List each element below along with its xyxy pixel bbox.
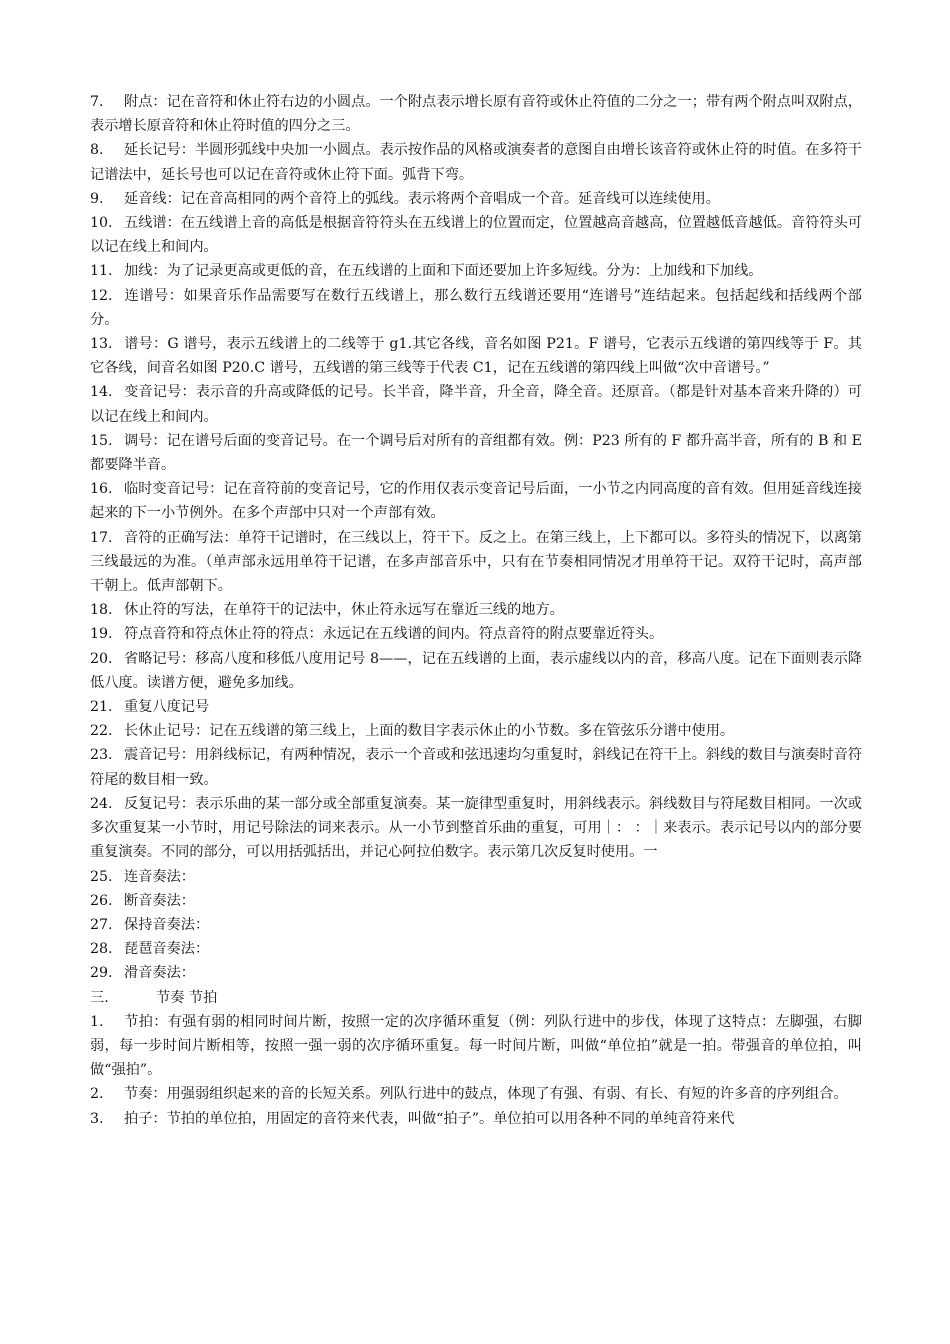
item-number: 12. (90, 287, 113, 304)
item-number: 22. (90, 723, 113, 740)
item-number: 25. (90, 868, 113, 885)
item-number: 10. (90, 215, 113, 232)
item-text: 节奏：用强弱组织起来的音的长短关系。列队行进中的鼓点，体现了有强、有弱、有长、有短的许多音的序列组合。 (124, 1086, 848, 1103)
list-item (90, 695, 862, 719)
item-text: 长休止记号：记在五线谱的第三线上，上面的数目字表示休止的小节数。多在管弦乐分谱中使用。 (124, 723, 735, 740)
item-text: 音符的正确写法：单符干记谱时，在三线以上，符干下。反之上。在第三线上，上下都可以。多符头的情况下，以离第三线最远的为准。（单声部永远用单符干记谱，在多声部音乐中，只有在节奏相同情况才用单符干记。双符干记时，高声部干朝上。低声部朝下。 (90, 529, 862, 595)
item-number: 20. (90, 650, 113, 667)
item-text: 临时变音记号：记在音符前的变音记号，它的作用仅表示变音记号后面，一小节之内同高度的音有效。但用延音线连接起来的下一小节例外。在多个声部中只对一个声部有效。 (90, 481, 862, 522)
section-heading (90, 986, 862, 1010)
list-item (90, 259, 862, 283)
list-item (90, 477, 862, 525)
list-item (90, 332, 862, 380)
item-number: 27. (90, 916, 113, 933)
item-text: 拍子：节拍的单位拍，用固定的音符来代表，叫做“拍子”。单位拍可以用各种不同的单纯音符来代 (124, 1110, 735, 1127)
item-number: 1. (90, 1013, 104, 1030)
list-item (90, 211, 862, 259)
item-number: 15. (90, 432, 113, 449)
item-text: 省略记号：移高八度和移低八度用记号 8——，记在五线谱的上面，表示虚线以内的音，移高八度。记在下面则表示降低八度。读谱方便，避免多加线。 (90, 650, 862, 691)
list-item (90, 429, 862, 477)
item-number: 2. (90, 1086, 104, 1103)
item-number: 8. (90, 142, 104, 159)
item-text: 琵琶音奏法： (124, 941, 210, 958)
item-text: 休止符的写法，在单符干的记法中，休止符永远写在靠近三线的地方。 (124, 602, 564, 619)
item-number: 19. (90, 626, 113, 643)
item-number: 11. (90, 263, 113, 280)
item-number: 9. (90, 190, 104, 207)
item-text: 延长记号：半圆形弧线中央加一小圆点。表示按作品的风格或演奏者的意图自由增长该音符或休止符的时值。在多符干记谱法中，延长号也可以记在音符或休止符下面。弧背下弯。 (90, 142, 862, 183)
item-text: 调号：记在谱号后面的变音记号。在一个调号后对所有的音组都有效。例：P23 所有的 F 都升高半音，所有的 B 和 E 都要降半音。 (90, 432, 862, 474)
list-item (90, 647, 862, 695)
item-text: 滑音奏法： (124, 965, 195, 982)
item-number: 3. (90, 1110, 104, 1127)
item-text: 变音记号：表示音的升高或降低的记号。长半音，降半音，升全音，降全音。还原音。（都是针对基本音来升降的）可以记在线上和间内。 (90, 384, 862, 425)
item-text: 延音线：记在音高相同的两个音符上的弧线。表示将两个音唱成一个音。延音线可以连续使用。 (124, 190, 720, 207)
item-text: 符点音符和符点休止符的符点：永远记在五线谱的间内。符点音符的附点要靠近符头。 (124, 626, 664, 643)
list-item (90, 865, 862, 889)
item-number: 28. (90, 941, 113, 958)
item-text: 反复记号：表示乐曲的某一部分或全部重复演奏。某一旋律型重复时，用斜线表示。斜线数目与符尾数目相同。一次或多次重复某一小节时，用记号除法的词来表示。从一小节到整首乐曲的重复，可用｜： ：｜来表示。表示记号以内的部分要重复演奏。不同的部分，可以用括弧括出，并记心阿拉伯数字。表示第几次反复时使用。一 (90, 795, 862, 861)
list-item (90, 889, 862, 913)
list-item (90, 961, 862, 985)
item-text: 连音奏法： (124, 868, 195, 885)
list-item (90, 719, 862, 743)
list-item (90, 598, 862, 622)
item-text: 五线谱：在五线谱上音的高低是根据音符符头在五线谱上的位置而定，位置越高音越高，位置越低音越低。音符符头可以记在线上和间内。 (90, 215, 862, 256)
list-item (90, 937, 862, 961)
item-number: 21. (90, 699, 113, 716)
list-item (90, 138, 862, 186)
list-item (90, 743, 862, 791)
list-item (90, 380, 862, 428)
item-number: 13. (90, 336, 113, 353)
section-title: 节奏 节拍 (156, 989, 218, 1006)
item-text: 连谱号：如果音乐作品需要写在数行五线谱上，那么数行五线谱还要用“连谱号”连结起来。包括起线和括线两个部分。 (90, 287, 862, 328)
rhythm-list (90, 1010, 862, 1131)
list-item (90, 1010, 862, 1083)
item-number: 18. (90, 602, 113, 619)
item-text: 重复八度记号 (124, 699, 210, 716)
item-text: 加线：为了记录更高或更低的音，在五线谱的上面和下面还要加上许多短线。分为：上加线和下加线。 (124, 263, 763, 280)
list-item (90, 792, 862, 865)
item-number: 26. (90, 892, 113, 909)
list-item (90, 1082, 862, 1106)
list-item (90, 187, 862, 211)
list-item (90, 913, 862, 937)
item-text: 保持音奏法： (124, 916, 210, 933)
document-page (90, 90, 862, 1131)
item-number: 16. (90, 481, 113, 498)
item-text: 震音记号：用斜线标记，有两种情况，表示一个音或和弦迅速均匀重复时，斜线记在符干上。斜线的数目与演奏时音符符尾的数目相一致。 (90, 747, 862, 788)
item-text: 附点：记在音符和休止符右边的小圆点。一个附点表示增长原有音符或休止符值的二分之一；带有两个附点叫双附点，表示增长原音符和休止符时值的四分之三。 (90, 94, 862, 135)
item-text: 节拍：有强有弱的相同时间片断，按照一定的次序循环重复（例：列队行进中的步伐，体现了这特点：左脚强，右脚弱，每一步时间片断相等，按照一强一弱的次序循环重复。每一时间片断，叫做“单位拍”就是一拍。带强音的单位拍，叫做“强拍”。 (90, 1013, 862, 1079)
item-number: 17. (90, 529, 113, 546)
list-item (90, 1107, 862, 1131)
item-number: 7. (90, 94, 104, 110)
list-item (90, 90, 862, 138)
item-number: 14. (90, 384, 113, 401)
item-number: 23. (90, 747, 113, 764)
section-number: 三. (90, 989, 109, 1006)
item-text: 断音奏法： (124, 892, 195, 909)
item-number: 24. (90, 795, 113, 812)
item-number: 29. (90, 965, 113, 982)
list-item (90, 526, 862, 599)
list-item (90, 622, 862, 646)
notation-list (90, 90, 862, 986)
list-item (90, 284, 862, 332)
item-text: 谱号：G 谱号，表示五线谱上的二线等于 g1.其它各线，音名如图 P21。F 谱号，它表示五线谱的第四线等于 F。其它各线，间音名如图 P20.C 谱号，五线谱的第三线等于代表 C1，记在五线谱的第四线上叫做“次中音谱号。” (90, 336, 862, 377)
